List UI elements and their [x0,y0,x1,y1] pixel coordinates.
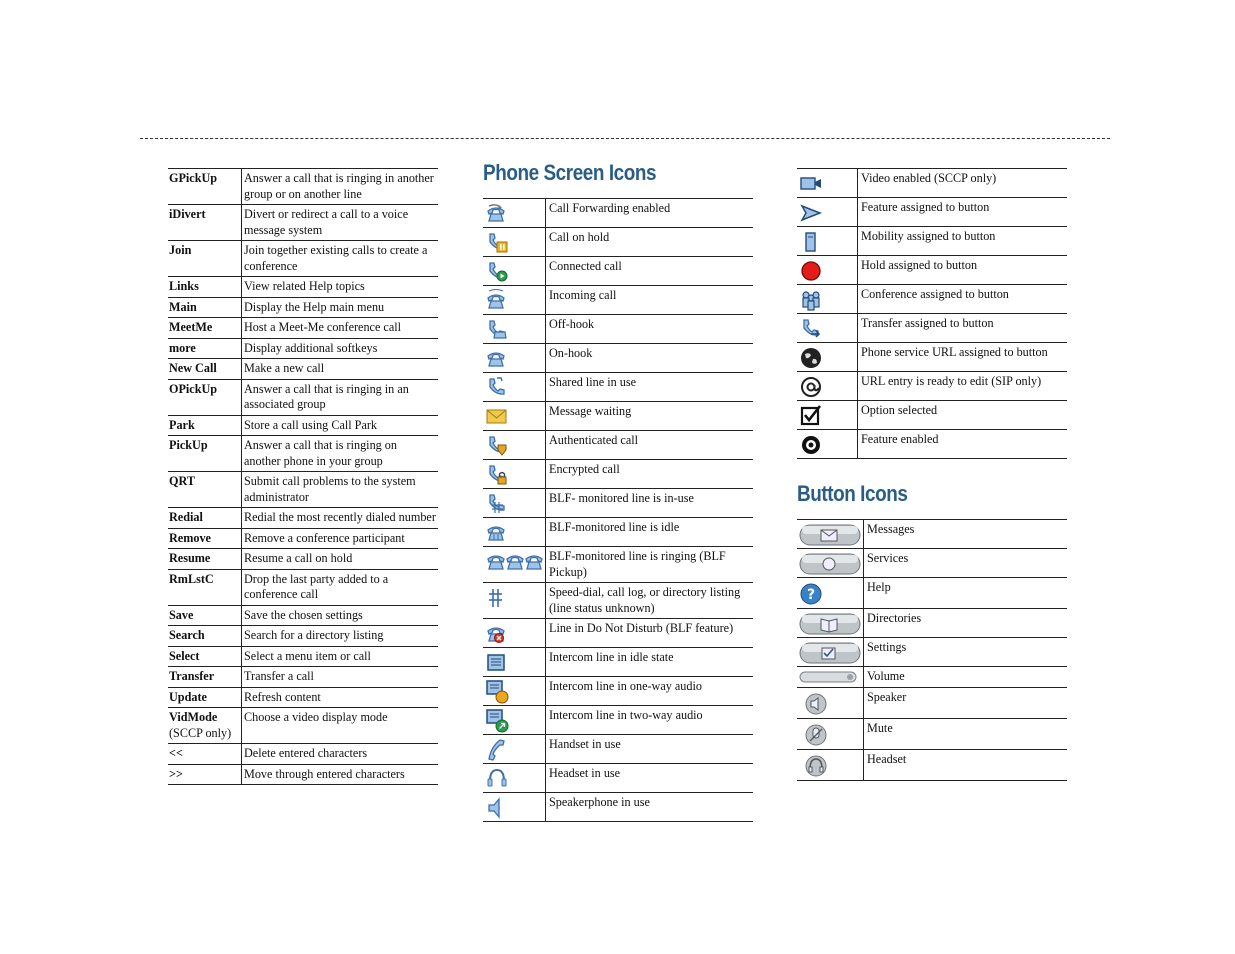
softkey-row [168,549,438,570]
softkey-desc: Store a call using Call Park [242,415,439,436]
right-column [797,168,1067,781]
softkey-desc: Divert or redirect a call to a voice message system [242,205,439,241]
message-waiting-icon [483,402,546,431]
softkey-desc: Choose a video display mode [242,708,439,744]
icon-description: Intercom line in two-way audio [546,706,754,735]
icon-row [797,372,1067,401]
softkey-label: iDivert [169,207,206,221]
icon-description: Messages [864,520,1068,549]
softkey-row [168,415,438,436]
softkey-desc: Transfer a call [242,667,439,688]
softkey-row [168,205,438,241]
icon-description: Shared line in use [546,373,754,402]
encrypted-call-icon [483,460,546,489]
icon-row [483,402,753,431]
icon-row [797,687,1067,718]
blf-in-use-icon [483,489,546,518]
icon-description: Mobility assigned to button [858,227,1068,256]
icon-row [483,764,753,793]
messages-button-icon [797,520,864,549]
softkey-row [168,667,438,688]
icon-row [483,583,753,619]
call-hold-icon [483,228,546,257]
softkey-name [168,646,242,667]
softkey-desc: Display additional softkeys [242,338,439,359]
softkey-name [168,549,242,570]
icon-description: Incoming call [546,286,754,315]
shared-line-icon [483,373,546,402]
icon-description: Call Forwarding enabled [546,199,754,228]
icon-row [797,169,1067,198]
settings-button-icon [797,638,864,667]
softkey-desc: Submit call problems to the system administrator [242,472,439,508]
softkey-label: Main [169,299,197,314]
icon-row [483,460,753,489]
softkey-label: Transfer [169,669,215,683]
icon-row [797,343,1067,372]
headset-icon [483,764,546,793]
icon-description: Intercom line in idle state [546,648,754,677]
softkey-name [168,379,242,415]
softkey-name [168,359,242,380]
softkey-desc: Make a new call [242,359,439,380]
softkey-name [168,764,242,785]
softkey-label: Search [169,628,205,642]
hold-button-icon [797,256,858,285]
on-hook-icon [483,344,546,373]
icon-row [797,549,1067,578]
softkey-row [168,169,438,205]
button-icons-table [797,519,1067,781]
intercom-idle-icon [483,648,546,677]
icon-row [483,619,753,648]
softkey-row [168,472,438,508]
softkey-row [168,626,438,647]
icon-description: Conference assigned to button [858,285,1068,314]
softkey-desc: Remove a conference participant [242,528,439,549]
softkey-label: RmLstC [169,571,214,586]
icon-description: Headset in use [546,764,754,793]
softkey-label: Redial [169,510,203,524]
icon-description: On-hook [546,344,754,373]
feature-arrow-icon [797,198,858,227]
icon-row [797,285,1067,314]
softkey-name [168,415,242,436]
softkey-row [168,359,438,380]
icon-description: Line in Do Not Disturb (BLF feature) [546,619,754,648]
icon-description: Intercom line in one-way audio [546,677,754,706]
svg-text:?: ? [806,587,816,603]
softkey-row [168,528,438,549]
icon-row [483,431,753,460]
icon-row [797,314,1067,343]
connected-call-icon [483,257,546,286]
icon-description: Off-hook [546,315,754,344]
icon-description: Handset in use [546,735,754,764]
icon-description: Services [864,549,1068,578]
icon-description: Encrypted call [546,460,754,489]
softkey-name [168,687,242,708]
icon-row [797,520,1067,549]
icon-description: Volume [864,667,1068,688]
icon-row [483,315,753,344]
softkey-name [168,338,242,359]
softkey-row [168,241,438,277]
icon-description: Speaker [864,687,1068,718]
softkey-desc: Redial the most recently dialed number [242,508,439,529]
off-hook-icon [483,315,546,344]
blf-idle-icon [483,518,546,547]
softkey-desc: Resume a call on hold [242,549,439,570]
icon-description: Mute [864,718,1068,749]
icon-row [483,344,753,373]
softkey-name [168,744,242,765]
icon-row [797,609,1067,638]
softkey-desc: Delete entered characters [242,744,439,765]
softkey-label: GPickUp [169,171,218,185]
icon-row [483,547,753,583]
icon-description: BLF-monitored line is ringing (BLF Pickup) [546,547,754,583]
authenticated-call-icon [483,431,546,460]
volume-button-icon [797,667,864,688]
softkey-desc: View related Help topics [242,277,439,298]
softkey-row [168,708,438,744]
icon-row [797,749,1067,780]
softkey-row [168,379,438,415]
help-button-icon [797,578,864,609]
softkey-name [168,708,242,744]
icon-description: Message waiting [546,402,754,431]
softkey-row [168,436,438,472]
softkey-column [168,168,438,785]
softkey-row [168,508,438,529]
softkey-name [168,626,242,647]
softkey-sub: (SCCP only) [169,725,232,740]
transfer-icon [797,314,858,343]
dashed-top-rule [140,138,1110,139]
speakerphone-icon [483,793,546,822]
icon-row [483,489,753,518]
icon-description: Feature assigned to button [858,198,1068,227]
mobility-icon [797,227,858,256]
icon-description: Speed-dial, call log, or directory listing (line status unknown) [546,583,754,619]
intercom-two-way-icon [483,706,546,735]
icon-row [797,198,1067,227]
softkey-label: Park [169,417,195,432]
speed-dial-icon [483,583,546,619]
at-sign-icon [797,372,858,401]
softkey-label: Join [169,243,192,257]
mute-button-icon [797,718,864,749]
icon-description: Phone service URL assigned to button [858,343,1068,372]
softkey-label: Select [169,648,200,663]
softkey-desc: Display the Help main menu [242,297,439,318]
incoming-call-icon [483,286,546,315]
softkey-row [168,277,438,298]
softkey-label: New Call [169,361,217,375]
handset-icon [483,735,546,764]
icon-row [483,648,753,677]
softkey-desc: Drop the last party added to a conference call [242,569,439,605]
softkey-label: VidMode [169,710,218,724]
phone-screen-icons-section [483,160,753,822]
softkey-table [168,168,438,785]
do-not-disturb-icon [483,619,546,648]
softkey-desc: Answer a call that is ringing on another phone in your group [242,436,439,472]
icon-row [797,638,1067,667]
softkey-desc: Answer a call that is ringing in another group or on another line [242,169,439,205]
softkey-label: << [169,746,183,760]
softkey-desc: Search for a directory listing [242,626,439,647]
softkey-name [168,241,242,277]
video-icon [797,169,858,198]
icon-row [483,199,753,228]
softkey-label: Save [169,607,194,622]
icon-row [483,257,753,286]
radio-icon [797,430,858,459]
softkey-label: Resume [169,551,211,565]
button-icons-title: Button Icons [797,481,908,506]
icon-row [483,793,753,822]
icon-row [797,578,1067,609]
icon-description: Help [864,578,1068,609]
icon-description: Connected call [546,257,754,286]
icon-row [483,735,753,764]
softkey-row [168,744,438,765]
icon-description: Option selected [858,401,1068,430]
softkey-desc: Save the chosen settings [242,605,439,626]
icon-row [797,430,1067,459]
icon-row [483,228,753,257]
globe-icon [797,343,858,372]
icon-description: URL entry is ready to edit (SIP only) [858,372,1068,401]
speaker-button-icon [797,687,864,718]
softkey-name [168,297,242,318]
phone-screen-icons-title: Phone Screen Icons [483,160,657,185]
softkey-label: OPickUp [169,381,218,396]
softkey-row [168,646,438,667]
icon-description: Call on hold [546,228,754,257]
softkey-desc: Select a menu item or call [242,646,439,667]
softkey-name [168,508,242,529]
icon-row [797,667,1067,688]
softkey-name [168,169,242,205]
icon-description: Authenticated call [546,431,754,460]
softkey-name [168,205,242,241]
services-button-icon [797,549,864,578]
softkey-label: Links [169,279,199,293]
icon-row [483,373,753,402]
softkey-name [168,667,242,688]
icon-description: BLF-monitored line is idle [546,518,754,547]
icon-description: Headset [864,749,1068,780]
icon-description: Hold assigned to button [858,256,1068,285]
icon-row [483,677,753,706]
icon-row [483,286,753,315]
icon-row [483,706,753,735]
phone-screen-icons-table-cont [797,168,1067,459]
icon-row [797,401,1067,430]
softkey-label: more [169,340,196,355]
call-forward-icon [483,199,546,228]
softkey-desc: Move through entered characters [242,764,439,785]
softkey-row [168,569,438,605]
icon-row [797,256,1067,285]
icon-row [797,227,1067,256]
checkbox-icon [797,401,858,430]
conference-icon [797,285,858,314]
softkey-name [168,528,242,549]
softkey-row [168,338,438,359]
intercom-one-way-icon [483,677,546,706]
softkey-label: Update [169,689,207,704]
softkey-name [168,318,242,339]
softkey-row [168,764,438,785]
icon-description: Speakerphone in use [546,793,754,822]
softkey-name [168,472,242,508]
softkey-desc: Refresh content [242,687,439,708]
softkey-row [168,687,438,708]
phone-screen-icons-table [483,198,753,822]
icon-description: Feature enabled [858,430,1068,459]
softkey-row [168,605,438,626]
icon-description: Directories [864,609,1068,638]
softkey-label: QRT [169,474,195,488]
softkey-label: >> [169,766,183,781]
icon-description: Transfer assigned to button [858,314,1068,343]
softkey-name [168,436,242,472]
icon-row [797,718,1067,749]
icon-description: BLF- monitored line is in-use [546,489,754,518]
directories-button-icon [797,609,864,638]
softkey-label: PickUp [169,438,208,452]
softkey-desc: Host a Meet-Me conference call [242,318,439,339]
softkey-label: Remove [169,530,211,545]
icon-description: Settings [864,638,1068,667]
softkey-name [168,569,242,605]
softkey-label: MeetMe [169,320,213,334]
blf-ringing-icon [483,547,546,583]
headset-button-icon [797,749,864,780]
softkey-row [168,297,438,318]
softkey-desc: Answer a call that is ringing in an associated group [242,379,439,415]
softkey-name [168,605,242,626]
softkey-row [168,318,438,339]
softkey-desc: Join together existing calls to create a conference [242,241,439,277]
icon-row [483,518,753,547]
softkey-name [168,277,242,298]
icon-description: Video enabled (SCCP only) [858,169,1068,198]
